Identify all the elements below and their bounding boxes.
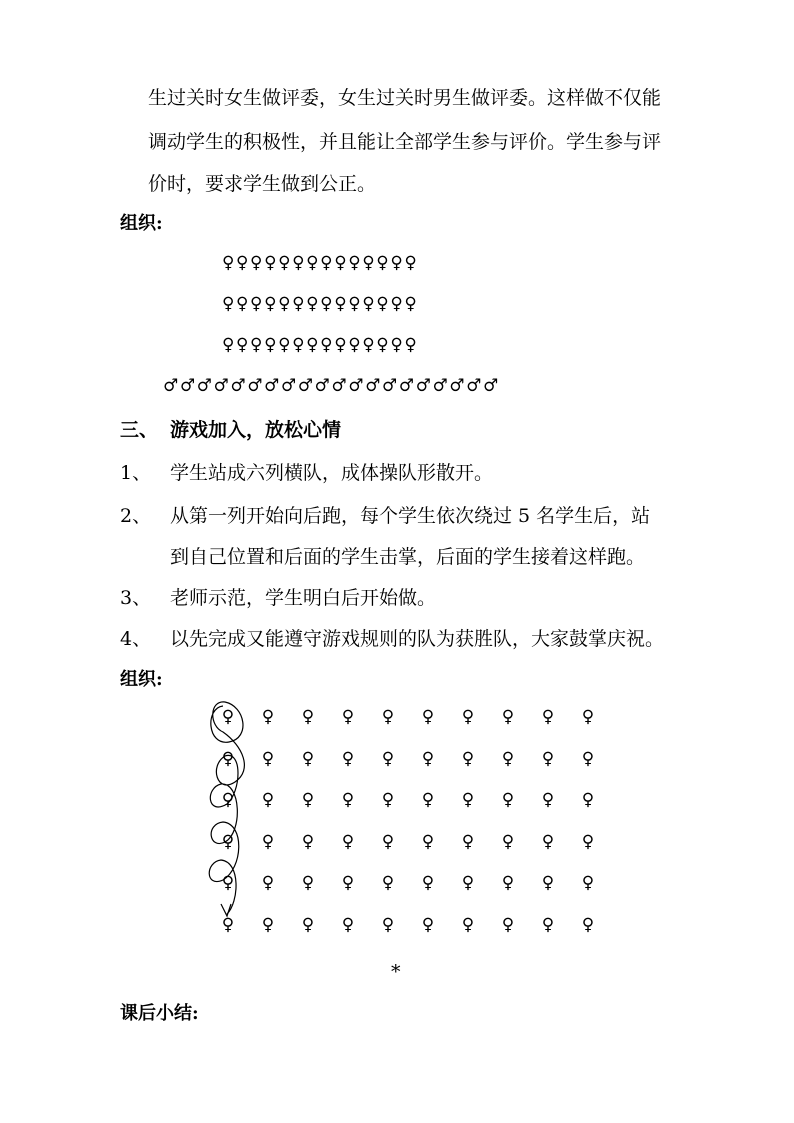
- formation-student: ♀: [581, 914, 595, 935]
- formation-student: ♀: [461, 790, 475, 810]
- formation-student: ♀: [341, 914, 355, 935]
- male-row: ♂♂♂♂♂♂♂♂♂♂♂♂♂♂♂♂♂♂♂♂: [163, 376, 500, 396]
- formation-student: ♀: [541, 790, 555, 810]
- formation-student: ♀: [341, 790, 355, 810]
- formation-student: ♀: [381, 873, 395, 893]
- formation-student: ♀: [221, 914, 235, 935]
- step-2-text: 从第一列开始向后跑，每个学生依次绕过 5 名学生后，站: [170, 505, 651, 527]
- formation-student: ♀: [461, 914, 475, 935]
- organization-label-2: 组织:: [120, 669, 163, 690]
- formation-student: ♀: [341, 831, 355, 852]
- step-2-number: 2、: [120, 505, 152, 527]
- formation-student: ♀: [381, 748, 395, 769]
- formation-student: ♀: [421, 748, 435, 769]
- formation-student: ♀: [421, 831, 435, 852]
- section-3-number: 三、: [120, 419, 159, 441]
- formation-student: ♀: [261, 790, 275, 810]
- formation-student: ♀: [221, 873, 235, 893]
- intro-line-2: 调动学生的积极性，并且能让全部学生参与评价。学生参与评: [148, 131, 662, 153]
- step-3-number: 3、: [120, 587, 152, 609]
- female-row-2: ♀♀♀♀♀♀♀♀♀♀♀♀♀♀: [222, 294, 419, 314]
- formation-student: ♀: [581, 707, 595, 727]
- formation-student: ♀: [461, 707, 475, 727]
- formation-student: ♀: [261, 748, 275, 769]
- female-row-3: ♀♀♀♀♀♀♀♀♀♀♀♀♀♀: [222, 335, 419, 355]
- step-4-text: 以先完成又能遵守游戏规则的队为获胜队，大家鼓掌庆祝。: [170, 628, 665, 650]
- formation-student: ♀: [421, 914, 435, 935]
- formation-student: ♀: [501, 914, 515, 935]
- summary-label: 课后小结:: [120, 1003, 199, 1024]
- intro-line-1: 生过关时女生做评委，女生过关时男生做评委。这样做不仅能: [148, 87, 662, 109]
- formation-student: ♀: [581, 831, 595, 852]
- formation-student: ♀: [501, 707, 515, 727]
- formation-student: ♀: [461, 748, 475, 769]
- section-3-title: 游戏加入，放松心情: [170, 419, 342, 441]
- step-2-text-continued: 到自己位置和后面的学生击掌，后面的学生接着这样跑。: [170, 546, 646, 568]
- teacher-position-mark: *: [391, 961, 401, 983]
- formation-student: ♀: [381, 790, 395, 810]
- formation-student: ♀: [301, 873, 315, 893]
- step-1-text: 学生站成六列横队，成体操队形散开。: [170, 462, 494, 484]
- formation-student: ♀: [581, 748, 595, 769]
- formation-student: ♀: [221, 790, 235, 810]
- formation-student: ♀: [301, 831, 315, 852]
- formation-student: ♀: [341, 707, 355, 727]
- formation-student: ♀: [381, 914, 395, 935]
- formation-student: ♀: [381, 707, 395, 727]
- formation-student: ♀: [501, 831, 515, 852]
- formation-student: ♀: [541, 831, 555, 852]
- formation-student: ♀: [501, 748, 515, 769]
- step-3-text: 老师示范，学生明白后开始做。: [170, 587, 437, 609]
- formation-student: ♀: [301, 748, 315, 769]
- intro-line-3: 价时，要求学生做到公正。: [148, 173, 377, 195]
- formation-student: ♀: [261, 873, 275, 893]
- formation-student: ♀: [581, 873, 595, 893]
- formation-student: ♀: [501, 790, 515, 810]
- formation-student: ♀: [501, 873, 515, 893]
- formation-student: ♀: [301, 707, 315, 727]
- step-4-number: 4、: [120, 628, 152, 650]
- formation-student: ♀: [421, 790, 435, 810]
- formation-student: ♀: [341, 748, 355, 769]
- six-row-formation: [218, 707, 618, 947]
- formation-student: ♀: [421, 873, 435, 893]
- organization-label-1: 组织:: [120, 213, 163, 234]
- formation-student: ♀: [581, 790, 595, 810]
- step-1-number: 1、: [120, 462, 152, 484]
- formation-student: ♀: [301, 914, 315, 935]
- formation-student: ♀: [261, 831, 275, 852]
- formation-student: ♀: [221, 831, 235, 852]
- formation-student: ♀: [541, 914, 555, 935]
- formation-student: ♀: [301, 790, 315, 810]
- formation-student: ♀: [541, 707, 555, 727]
- formation-student: ♀: [461, 831, 475, 852]
- formation-student: ♀: [421, 707, 435, 727]
- female-row-1: ♀♀♀♀♀♀♀♀♀♀♀♀♀♀: [222, 253, 419, 273]
- formation-student: ♀: [221, 748, 235, 769]
- formation-student: ♀: [381, 831, 395, 852]
- formation-student: ♀: [461, 873, 475, 893]
- formation-student: ♀: [261, 914, 275, 935]
- formation-student: ♀: [221, 707, 235, 727]
- formation-student: ♀: [341, 873, 355, 893]
- formation-student: ♀: [261, 707, 275, 727]
- formation-student: ♀: [541, 873, 555, 893]
- formation-student: ♀: [541, 748, 555, 769]
